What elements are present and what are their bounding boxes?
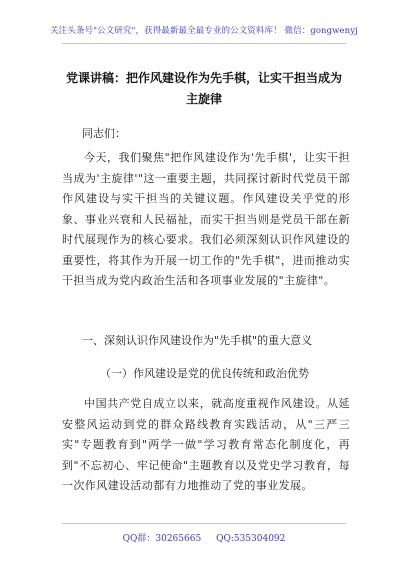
footer-divider xyxy=(62,523,346,524)
document-title: 党课讲稿：把作风建设作为先手棋，让实干担当成为主旋律 xyxy=(65,71,342,106)
greeting: 同志们： xyxy=(82,127,126,140)
footer-qq: QQ:535304092 xyxy=(216,534,286,544)
header-note: 关注头条号"公文研究"，获得最新最全最专业的公文资料库！ 微信：gongwenyj xyxy=(50,26,358,36)
section-heading: 一、深刻认识作风建设作为"先手棋"的重大意义 xyxy=(82,334,313,347)
footer xyxy=(0,531,408,544)
paragraph-body: 中国共产党自成立以来，就高度重视作风建设。从延安整风运动到党的群众路线教育实践活动，从"三严三实"专题教育到"两学一做"学习教育常态化制度化，再到"不忘初心、牢记使命"主题教育以及党史学习教育，每一次作风建设活动都有力地推动了党的事业发展。 xyxy=(62,397,350,492)
subsection-heading: （一）作风建设是党的优良传统和政治优势 xyxy=(100,367,309,380)
header-divider xyxy=(62,43,346,44)
paragraph-intro: 今天，我们聚焦"把作风建设作为'先手棋'，让实干担当成为'主旋律'"这一重要主题，共同探讨新时代党员干部作风建设与实干担当的关键议题。作风建设关乎党的形象、事业兴衰和人民福祉，而实干担当则是党员干部在新时代展现作为的核心要求。我们必须深刻认识作风建设的重要性，将其作为开展一切工作的"先手棋"，进而推动实干担当成为党内政治生活和各项事业发展的"主旋律"。 xyxy=(62,151,350,287)
footer-qq-group: QQ群：30265665 xyxy=(122,534,202,544)
